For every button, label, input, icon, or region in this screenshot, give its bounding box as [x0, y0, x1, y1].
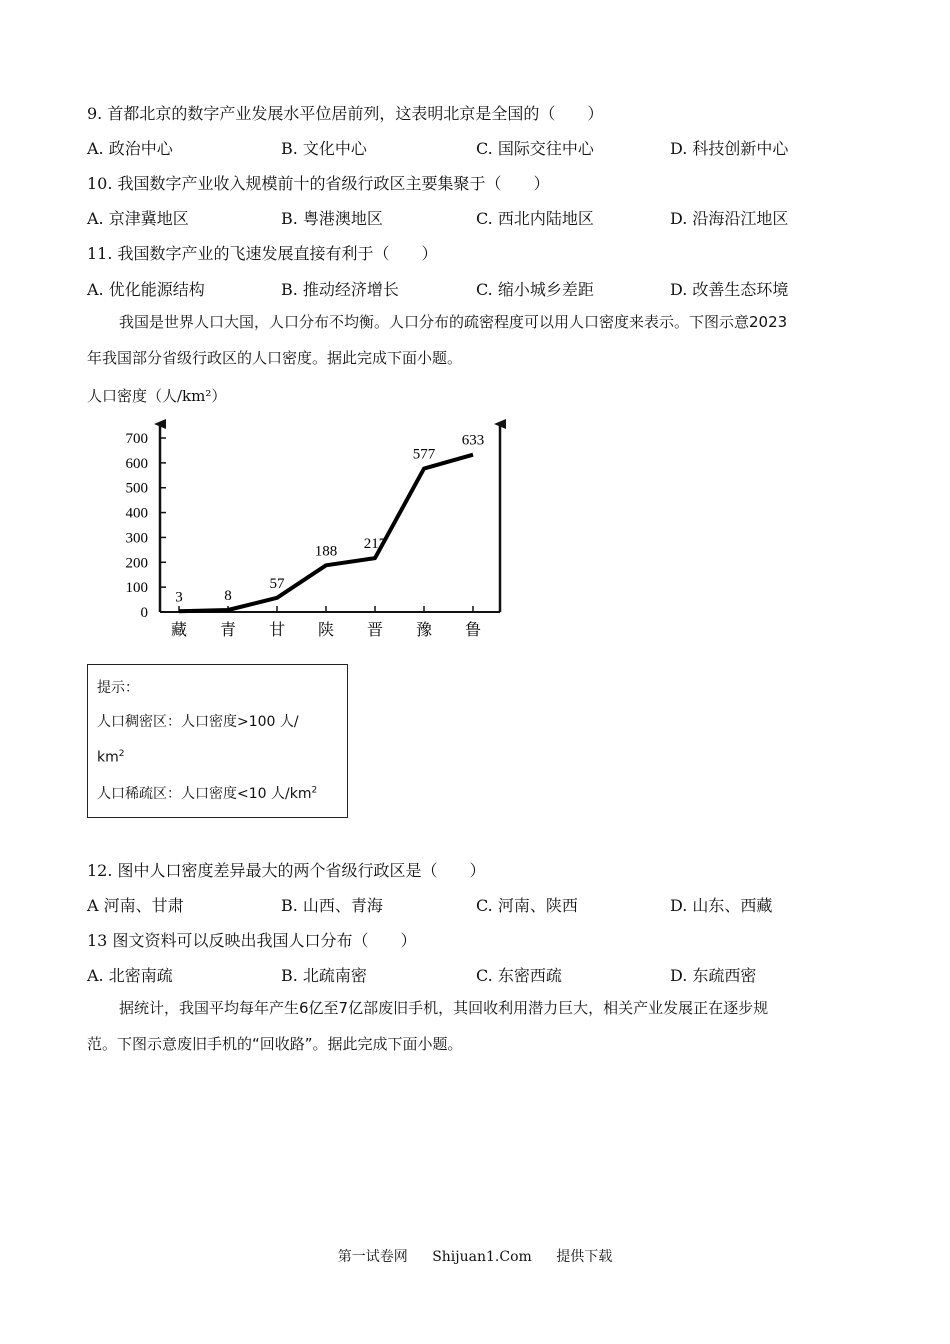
- hint-box: [87, 664, 348, 818]
- q11-option-d: D. 改善生态环境: [670, 280, 789, 299]
- q9-stem: 9. 首都北京的数字产业发展水平位居前列，这表明北京是全国的（ ）: [87, 104, 604, 123]
- q10-option-b: B. 粤港澳地区: [281, 209, 383, 228]
- q11-stem: 11. 我国数字产业的飞速发展直接有利于（ ）: [87, 244, 438, 263]
- x-category-label: 甘: [268, 620, 286, 639]
- q13-options: [87, 963, 867, 987]
- q12-options: [87, 893, 867, 917]
- x-category-label: 青: [219, 620, 237, 639]
- material-2-line-2: 范。下图示意废旧手机的“回收路”。据此完成下面小题。: [87, 1035, 463, 1053]
- material-2-line-1: 据统计，我国平均每年产生6亿至7亿部废旧手机，其回收利用潜力巨大，相关产业发展正在逐步规: [119, 999, 769, 1017]
- data-label: 577: [412, 446, 436, 463]
- y-tick-label: 600: [125, 455, 148, 472]
- q11-option-a: A. 优化能源结构: [87, 280, 205, 299]
- q9-options: [87, 136, 867, 160]
- q9-option-c: C. 国际交往中心: [476, 139, 594, 158]
- material-1-line-2: 年我国部分省级行政区的人口密度。据此完成下面小题。: [87, 349, 463, 367]
- q11-option-c: C. 缩小城乡差距: [476, 280, 594, 299]
- material-1-line-1: 我国是世界人口大国，人口分布不均衡。人口分布的疏密程度可以用人口密度来表示。下图示意2023: [119, 313, 788, 331]
- series-line: [179, 455, 473, 612]
- hint-sparse-line: [97, 783, 317, 803]
- footer-note: 提供下载: [556, 1249, 613, 1265]
- chart-y-axis-title: 人口密度（人/km²）: [87, 387, 227, 405]
- x-category-label: 鲁: [464, 620, 482, 639]
- x-category-label: 藏: [170, 620, 188, 639]
- y-tick-label: 400: [125, 505, 148, 522]
- q13-option-c: C. 东密西疏: [476, 966, 562, 985]
- y-tick-label: 300: [125, 530, 148, 547]
- hint-sparse-text: 人口稀疏区：人口密度<10 人/km: [97, 786, 312, 802]
- footer-site-name: 第一试卷网: [337, 1249, 408, 1265]
- q9-option-a: A. 政治中心: [87, 139, 173, 158]
- page-footer: [0, 1246, 950, 1266]
- x-category-label: 豫: [415, 620, 433, 639]
- q13-stem: 13 图文资料可以反映出我国人口分布（ ）: [87, 931, 417, 950]
- q12-option-c: C. 河南、陕西: [476, 896, 578, 915]
- hint-dense-unit: km: [97, 749, 119, 766]
- q9-option-b: B. 文化中心: [281, 139, 367, 158]
- data-label: 188: [314, 543, 338, 560]
- y-tick-label: 700: [125, 431, 148, 447]
- q12-option-d: D. 山东、西藏: [670, 896, 773, 915]
- q10-option-c: C. 西北内陆地区: [476, 209, 594, 228]
- q13-option-d: D. 东疏西密: [670, 966, 757, 985]
- hint-dense-sup: 2: [118, 749, 125, 759]
- hint-dense-line-2: [97, 749, 124, 766]
- material-paragraph-2: [87, 990, 862, 1062]
- data-label: 217: [363, 536, 387, 553]
- data-label: 8: [224, 588, 232, 605]
- x-category-label: 晋: [366, 620, 384, 639]
- q12-option-b: B. 山西、青海: [281, 896, 383, 915]
- data-label: 57: [269, 575, 285, 592]
- population-density-chart: [100, 410, 520, 645]
- y-tick-label: 0: [140, 605, 148, 621]
- q10-option-a: A. 京津冀地区: [87, 209, 189, 228]
- hint-sparse-sup: 2: [311, 785, 318, 796]
- y-tick-label: 200: [125, 555, 148, 572]
- q10-stem: 10. 我国数字产业收入规模前十的省级行政区主要集聚于（ ）: [87, 174, 550, 193]
- y-tick-label: 500: [125, 480, 148, 497]
- q9-option-d: D. 科技创新中心: [670, 139, 789, 158]
- material-paragraph-1: [87, 304, 862, 376]
- x-category-label: 陕: [317, 620, 335, 639]
- q13-option-b: B. 北疏南密: [281, 966, 367, 985]
- q10-options: [87, 206, 867, 230]
- hint-dense-line-1: 人口稠密区：人口密度>100 人/: [97, 714, 299, 730]
- hint-title: 提示：: [97, 680, 139, 696]
- footer-domain: Shijuan1.Com: [432, 1249, 532, 1265]
- q11-option-b: B. 推动经济增长: [281, 280, 399, 299]
- q13-option-a: A. 北密南疏: [87, 966, 173, 985]
- q12-stem: 12. 图中人口密度差异最大的两个省级行政区是（ ）: [87, 861, 486, 880]
- q12-option-a: A 河南、甘肃: [87, 896, 184, 915]
- q11-options: [87, 277, 867, 301]
- q10-option-d: D. 沿海沿江地区: [670, 209, 789, 228]
- data-label: 633: [461, 432, 485, 449]
- y-tick-label: 100: [125, 580, 148, 597]
- data-label: 3: [175, 589, 183, 606]
